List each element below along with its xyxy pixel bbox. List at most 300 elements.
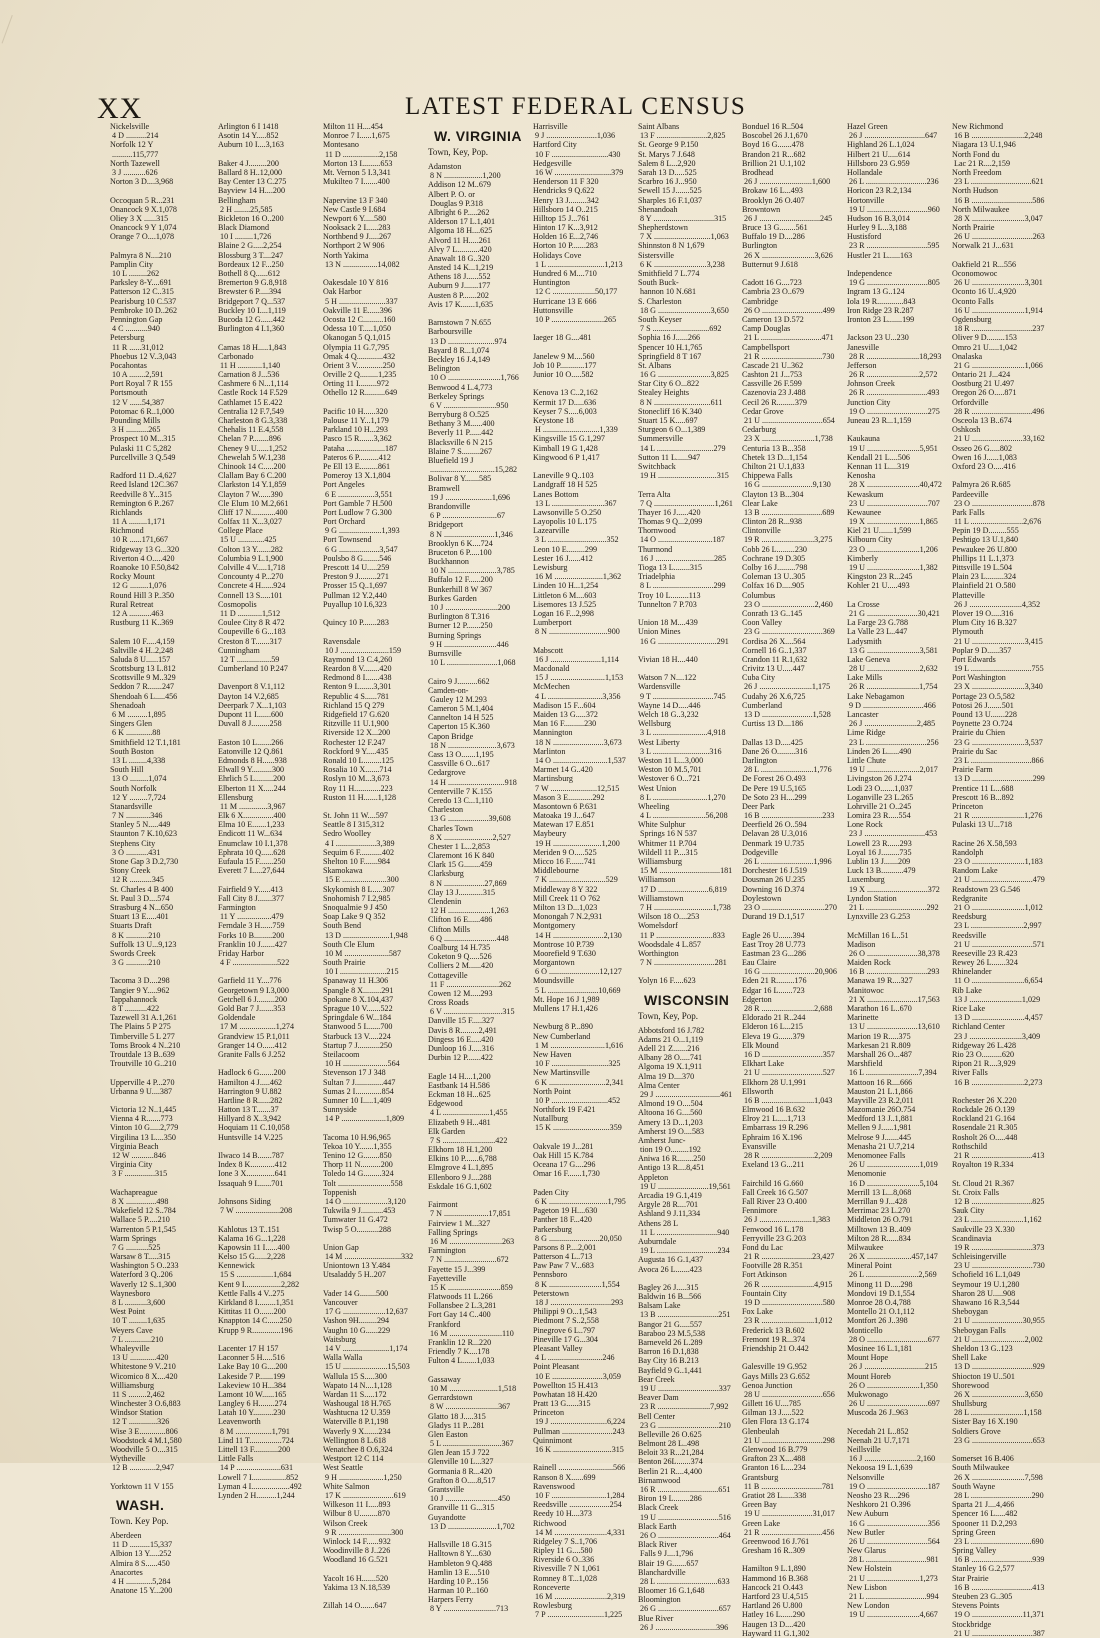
census-entry: Stealey Heights: [638, 388, 690, 398]
census-entry: Charles Town: [428, 823, 473, 833]
census-entry: Stevenson 17 J 348: [323, 1068, 386, 1078]
census-entry: Puyallup 10 I.6,323: [323, 599, 387, 609]
census-entry: Clark 15 G........459: [428, 860, 493, 870]
census-entry: Follansbee 2 L.3,281: [428, 1301, 497, 1311]
census-entry: 26 X ..........................3,626: [742, 250, 833, 260]
census-entry: 21 U ..........................1,273: [847, 1573, 938, 1583]
census-entry: Avis 17 K.......1,635: [428, 299, 494, 309]
census-entry: 19 U ..........................1,382: [847, 563, 938, 572]
census-entry: 15 J ...........................1,153: [533, 673, 624, 683]
census-entry: 16 M ..........................263: [428, 1236, 515, 1246]
census-entry: New London: [847, 1601, 890, 1611]
census-entry: Eldorado 21 R..244: [742, 1013, 806, 1023]
census-entry: New Castle 9 I.684: [323, 204, 386, 214]
census-entry: [847, 425, 945, 434]
census-entry: 16 J ..........................2,160: [847, 1454, 936, 1464]
census-entry: Gassaway: [428, 1374, 461, 1384]
census-entry: Elkhart Lake: [742, 1059, 785, 1069]
census-entry: Stanardsville: [110, 801, 153, 811]
census-entry: 10 P ..........................265: [533, 314, 617, 324]
census-entry: Sister Bay 16 X.190: [952, 1417, 1018, 1427]
census-entry: Oliey 3 X ......315: [110, 213, 169, 223]
census-entry: Racine 26 X.58,593: [952, 838, 1017, 848]
census-entry: 11 S .........2,462: [110, 1389, 165, 1399]
census-entry: Burlington 8 T.316: [428, 612, 490, 622]
census-entry: Clear Lake: [742, 498, 778, 508]
census-entry: Hartland 26 U.800: [742, 1601, 803, 1611]
census-entry: Thornwood: [638, 526, 676, 536]
census-entry: Fort Atkinson: [742, 1270, 787, 1280]
census-entry: 23 G ..............................210: [638, 1420, 731, 1430]
census-entry: [533, 1013, 631, 1022]
census-entry: Falls 9 J....1,796: [638, 1549, 694, 1559]
census-entry: Henderson 11 F 320: [533, 177, 599, 187]
census-entry: 26 J ..............................396: [638, 1622, 729, 1632]
census-entry: 6 K .............88: [110, 728, 161, 738]
census-entry: North Fond du: [952, 149, 1000, 159]
census-entry: 5 H .......................337: [323, 296, 398, 306]
census-entry: Little Falls: [218, 1454, 254, 1464]
census-entry: Iola 19 R.............843: [847, 296, 916, 306]
census-entry: Womelsdorf: [638, 921, 678, 931]
census-entry: 16 G ..........................3,825: [638, 370, 729, 380]
census-entry: Danville 15 F.....327: [428, 1016, 495, 1026]
census-entry: 7 G ...........525: [110, 1242, 161, 1252]
census-entry: 16 G ..............................356: [847, 1518, 940, 1528]
census-entry: Bonduel 16 R..504: [742, 122, 804, 131]
census-entry: Frederick 13 B.602: [742, 1325, 805, 1335]
census-entry: Star Prairie: [952, 1573, 989, 1583]
census-entry: Parksley 8-Y....691: [110, 278, 172, 288]
census-entry: Bay City 16 B.213: [638, 1356, 699, 1366]
census-entry: Stockbridge: [952, 1619, 992, 1629]
census-entry: Glenbeulah: [742, 1426, 780, 1436]
census-entry: Ogdensburg: [952, 314, 992, 324]
census-entry: 16 M ........................1,362: [533, 572, 622, 582]
census-entry: Moorefield 9 T.630: [533, 948, 596, 958]
census-entry: Adamston: [428, 162, 462, 171]
census-entry: Summersville: [638, 434, 683, 444]
census-entry: College Place: [218, 526, 263, 536]
census-entry: Preston 9 J.........271: [323, 572, 389, 582]
census-entry: Pageton 19 H....630: [533, 1206, 598, 1216]
census-entry: Juneau 23 R...1,159: [847, 416, 912, 425]
census-entry: Linden 26 L......490: [847, 746, 912, 756]
census-entry: 23 O ..........................1,183: [952, 857, 1043, 866]
census-entry: 10 I .........1,726: [218, 232, 272, 242]
census-entry: Belmont 28 L..498: [638, 1439, 700, 1449]
census-entry: Ilwaco 14 B.......787: [218, 1151, 284, 1160]
corner-pencil-mark: [2, 15, 34, 51]
census-entry: Toms Brook 4 N..210: [110, 1040, 181, 1050]
census-entry: Warm Springs: [110, 1233, 157, 1243]
census-entry: Dousman 26 U.235: [742, 875, 806, 885]
census-entry: Cedarburg: [742, 425, 777, 435]
census-entry: Sistersville: [638, 250, 674, 260]
census-entry: Lake Nebagamon: [847, 691, 905, 701]
census-entry: Lowell 7 I.................852: [218, 1472, 299, 1482]
census-entry: Wardensville: [638, 682, 681, 692]
census-entry: Bremerton 9 G.8,918: [218, 278, 287, 288]
census-entry: Morgantown: [533, 958, 575, 968]
census-entry: Hancock 21 O.443: [742, 1582, 803, 1592]
census-entry: Osseo 26 G.....802: [952, 443, 1013, 453]
census-entry: [110, 967, 208, 976]
census-entry: Mauston 21 L.1,866: [847, 1086, 913, 1096]
census-entry: 6 K ..........................3,238: [638, 259, 725, 269]
census-entry: Hoquiam 11 C.10,058: [218, 1123, 290, 1133]
census-entry: Clendenin: [428, 897, 462, 906]
census-entry: Waterville 8 P.1,198: [323, 1417, 389, 1427]
census-entry: Darlington: [742, 755, 778, 765]
census-entry: Bruce 13 G........561: [742, 223, 808, 233]
census-entry: Remington 6 P..267: [110, 498, 174, 508]
census-entry: [323, 1280, 421, 1289]
census-entry: [110, 1473, 208, 1482]
census-entry: Muscoda 26 J..963: [847, 1408, 909, 1418]
census-entry: Ferndale 3 H......759: [218, 921, 285, 931]
census-entry: Reedy 10 H....373: [533, 1509, 592, 1519]
census-entry: Cambria 23 O..679: [742, 287, 805, 297]
census-entry: Rosholt 26 O.....448: [952, 1132, 1018, 1142]
census-entry: Halltown 8 Y....630: [428, 1549, 491, 1559]
census-entry: Neshkoro 21 O.396: [847, 1500, 911, 1510]
census-entry: Colton 13 Y.......282: [218, 544, 283, 554]
census-entry: Plover 19 O.....316: [952, 608, 1014, 618]
census-entry: Rainell ...........................566: [533, 1463, 626, 1473]
census-entry: 8 X ........................2,527: [428, 832, 511, 842]
census-entry: New Haven: [533, 1049, 572, 1059]
census-entry: Prosser 15 Q..1,697: [323, 581, 388, 591]
census-entry: Williamson: [638, 875, 676, 885]
census-entry: Layopolis 10 L.175: [533, 517, 597, 527]
census-entry: Crandon 11 R.1,632: [742, 654, 808, 664]
census-entry: 14 O ...........................1,537: [533, 755, 626, 765]
census-entry: Auburn 9 J.......177: [428, 281, 491, 291]
census-entry: 8 K ...........210: [110, 930, 161, 940]
census-entry: [533, 1179, 631, 1188]
census-entry: Prairie Farm: [952, 765, 993, 775]
census-entry: 5 L .........................10,669: [533, 985, 621, 995]
census-entry: Knappton 14 C......250: [218, 1316, 292, 1326]
census-entry: Redmond 8 I.......438: [323, 673, 392, 683]
census-entry: Landgraff 18 H 525: [533, 480, 598, 490]
census-entry: Spangle 8 X.........291: [323, 985, 394, 995]
census-entry: [533, 343, 631, 352]
census-entry: 26 U ..............................697: [847, 1399, 940, 1409]
census-entry: 3 L .............................352: [533, 535, 619, 545]
census-entry: Cliff 17 N............400: [218, 507, 288, 517]
census-entry: [952, 251, 1050, 260]
census-entry: Markesan 21 R.809: [847, 1040, 911, 1050]
census-entry: 26 O .........................38,378: [847, 948, 940, 958]
census-entry: Portage 23 O.5,582: [952, 691, 1015, 701]
census-entry: Port Royal 7 R 155: [110, 379, 173, 389]
census-entry: Port Gamble 7 H.500: [323, 498, 393, 508]
census-entry: Oregon 26 O.....871: [952, 388, 1017, 398]
census-entry: Fayetteville: [428, 1273, 467, 1283]
census-entry: Pewaukee 26 U.800: [952, 544, 1017, 554]
census-entry: 21 R .........................23,427: [742, 1252, 835, 1262]
census-entry: Deerpark 7 X...1,103: [218, 700, 287, 710]
census-entry: Shawano 16 R.3,544: [952, 1298, 1020, 1307]
census-entry: Albion 13 Y.....252: [110, 1549, 172, 1559]
census-entry: 6 E ..................3,551: [323, 489, 393, 499]
census-entry: Albany 28 O.....741: [638, 1053, 703, 1063]
census-entry: Scandinavia: [952, 1233, 992, 1243]
census-entry: Tangier 9 Y.....962: [110, 985, 170, 995]
census-entry: Eagle 14 H....1,200: [428, 1071, 491, 1081]
census-entry: Waynesboro: [110, 1288, 151, 1298]
census-entry: Oconomowoc: [952, 269, 998, 278]
census-entry: Buckley 10 I....1,119: [218, 305, 286, 315]
census-entry: Amherst 19 O....583: [638, 1126, 705, 1136]
census-entry: 12 G .........1,076: [110, 581, 167, 591]
census-entry: 16 W ............................379: [533, 167, 624, 177]
census-entry: Ontario 21 J...424: [952, 370, 1011, 380]
census-entry: Reardon 8 V........420: [323, 664, 392, 674]
census-entry: Glen Easton: [428, 1429, 468, 1439]
census-entry: Eckman 18 H...625: [428, 1089, 491, 1099]
census-entry: 7 W .......................12,515: [533, 783, 620, 793]
census-entry: 19 G ..............................805: [847, 278, 940, 288]
census-entry: [323, 627, 421, 636]
census-entry: 11 D ..........15,337: [110, 1540, 173, 1550]
census-entry: Elwall 9 Y..........300: [218, 765, 285, 775]
census-entry: 28 L ..........................1,158: [952, 1408, 1042, 1418]
census-entry: 15 E ......................300: [323, 875, 399, 885]
census-entry: Randolph: [952, 847, 984, 857]
census-entry: 28 L ..............................633: [638, 1576, 730, 1586]
census-entry: 13 D .......................1,948: [323, 930, 408, 940]
census-entry: Lynxville 23 G.253: [847, 912, 911, 922]
census-entry: Mount Hope: [847, 1353, 889, 1363]
census-entry: Troy 10 L.........113: [638, 590, 701, 600]
census-entry: Krupp 9 R..............196: [218, 1325, 293, 1335]
census-entry: Shenadoah: [110, 700, 146, 710]
census-entry: 26 J ..........................4,352: [952, 599, 1041, 609]
census-entry: 11 D ..................2,158: [323, 149, 398, 159]
state-section: [110, 1497, 208, 1527]
census-entry: Dallas 13 D.....425: [742, 737, 803, 747]
census-entry: Loyal 16 J.........735: [847, 847, 912, 857]
census-entry: Marmet 14 G..420: [533, 765, 593, 775]
census-entry: Middleton 26 O.791: [847, 1215, 913, 1225]
census-entry: Beloit 33 R...21,284: [638, 1448, 704, 1458]
census-column-5: [533, 122, 631, 1620]
census-entry: Laneville 9 Q..103: [533, 471, 594, 481]
census-entry: Adams 21 O...1,119: [638, 1034, 703, 1044]
census-entry: Palmyra 8 N....210: [110, 250, 172, 260]
census-entry: 16 B ..........................1,043: [742, 1095, 833, 1105]
census-entry: Woodinville 8 J..226: [323, 1546, 391, 1556]
census-entry: 21 L ..............................994: [847, 1592, 939, 1601]
census-entry: Orting 11 I.........972: [323, 379, 390, 389]
census-entry: Cowen 12 M.....293: [428, 988, 493, 998]
census-entry: Deer Park: [742, 801, 775, 811]
census-entry: Kenova 13 C..2,162: [533, 388, 598, 398]
census-entry: [323, 269, 421, 278]
census-entry: Troutdale 13 B..639: [110, 1049, 175, 1059]
census-entry: 13 B ..............................251: [638, 1310, 731, 1320]
census-entry: Worthington: [638, 948, 679, 958]
census-entry: Hustisford: [847, 232, 882, 242]
census-entry: [742, 269, 840, 278]
census-entry: Ridgeway 13 G...320: [110, 544, 180, 554]
census-entry: Menasha 21 U.7,214: [847, 1141, 915, 1151]
census-entry: Saukville 23 X.330: [952, 1224, 1015, 1234]
census-entry: Princeton: [952, 801, 984, 811]
census-entry: Gladys 11 P...281: [428, 1420, 485, 1430]
census-entry: Owen 16 J......1,083: [952, 452, 1017, 462]
census-entry: New Butler: [847, 1527, 885, 1537]
census-entry: Oakvale 19 J...281: [533, 1141, 594, 1151]
census-entry: Switchback: [638, 461, 676, 471]
census-entry: Oxford 23 O.....416: [952, 461, 1016, 471]
census-entry: Duvall 8 J.........258: [218, 719, 282, 729]
census-entry: Eau Claire: [742, 958, 777, 968]
census-entry: Reeseville 23 R.423: [952, 948, 1018, 958]
census-entry: [218, 1215, 316, 1224]
census-entry: 26 J ..............................245: [742, 213, 833, 223]
census-entry: Sunnyside: [323, 1105, 357, 1115]
census-entry: Parsons 8 P....2,001: [533, 1242, 597, 1252]
census-entry: Harpers Ferry: [428, 1595, 474, 1605]
census-entry: Appleton: [638, 1172, 669, 1182]
census-entry: Martinsburg: [533, 774, 573, 784]
census-entry: Goldendale: [218, 1013, 256, 1023]
census-entry: Lyndon Station: [847, 893, 897, 903]
census-entry: Lake Bay 10 G....200: [218, 1362, 288, 1372]
census-entry: Lawsonville 5 O.250: [533, 507, 602, 517]
census-entry: Claremont 16 K 840: [428, 851, 495, 861]
census-entry: Vashon 9H.........294: [323, 1316, 390, 1326]
census-entry: Cochrane 19 D.305: [742, 553, 806, 563]
census-entry: 23 O ..............................878: [952, 498, 1045, 508]
census-column-3: [323, 122, 421, 1611]
census-entry: Peterstown: [533, 1288, 569, 1298]
census-entry: Wilson Creek: [323, 1518, 368, 1528]
census-entry: Pacific 10 H......320: [323, 406, 388, 416]
census-entry: 7 N ..............................281: [638, 958, 727, 968]
census-entry: Plymouth: [952, 627, 984, 637]
census-entry: Niagara 13 U.1,946: [952, 140, 1016, 150]
census-entry: Sheboygan: [952, 1307, 988, 1317]
census-entry: Starbuck 13 V.....224: [323, 1031, 391, 1041]
census-entry: 15 U ......................15,503: [323, 1362, 410, 1372]
census-entry: Schleisingerville: [952, 1252, 1007, 1262]
census-entry: Sedro Woolley: [323, 829, 371, 839]
census-entry: 19 U ..........................4,667: [847, 1610, 938, 1620]
census-entry: Guyandotte: [428, 1512, 466, 1522]
census-entry: Dingess 16 E.....420: [428, 1034, 494, 1044]
census-entry: Berkeley Springs: [428, 391, 484, 401]
census-entry: New Lisbon: [847, 1582, 887, 1592]
census-entry: Ironton 23 L.......199: [847, 314, 915, 324]
census-entry: Weyers Cave: [110, 1325, 153, 1335]
census-entry: 3 O ...........431: [110, 847, 161, 857]
census-entry: Burner 12 P.......250: [428, 621, 493, 631]
key-header: Town, Key, Pop.: [638, 1010, 699, 1021]
census-entry: Medford 13 J..1,881: [847, 1114, 913, 1124]
census-entry: Spring Green: [952, 1527, 996, 1537]
census-entry: Wallula 15 S.....300: [323, 1371, 387, 1381]
census-entry: Mill Creek 11 O 762: [533, 893, 601, 903]
census-entry: Clarkston 14 Y.1,859: [218, 480, 287, 490]
census-entry: Browntown: [742, 204, 781, 214]
census-entry: Skykomish 8 L.....307: [323, 884, 395, 894]
census-entry: Pearisburg 10 C.537: [110, 296, 177, 306]
census-entry: Roanoke 10 F.50,842: [110, 563, 180, 572]
census-entry: St. Charles 4 B 400: [110, 884, 174, 894]
census-entry: Stuart 15 K.....697: [638, 416, 698, 425]
census-entry: 18 N .........................3,673: [533, 737, 622, 747]
census-entry: Wytheville: [110, 1454, 146, 1464]
census-entry: 16 G .............................291: [638, 636, 729, 646]
census-entry: Bangor 21 G.....557: [638, 1319, 703, 1329]
census-entry: Spooner 11 D.2,293: [952, 1518, 1017, 1528]
census-entry: [638, 967, 736, 976]
census-entry: Prescott 14 U.....259: [323, 563, 390, 572]
census-entry: 3 L ...........................4,918: [638, 728, 726, 738]
census-entry: Green Lake: [742, 1518, 780, 1528]
census-entry: Thorp 11 N..........200: [323, 1160, 393, 1170]
census-entry: 10 J ........................159: [323, 645, 402, 655]
census-entry: Glenwood 16 B.779: [742, 1445, 808, 1454]
census-entry: La Valle 23 L..447: [847, 627, 908, 637]
census-entry: Lind 11 T................724: [218, 1435, 294, 1445]
census-entry: 19 D ..............................580: [742, 1298, 835, 1307]
census-entry: Eatonville 12 Q.861: [218, 746, 284, 756]
census-entry: Edmonds 8 H......938: [218, 755, 287, 765]
census-entry: Clayton 13 B...304: [742, 489, 804, 499]
census-entry: Timberville 5 L 277: [110, 1031, 175, 1041]
census-entry: Springdale 6 W...184: [323, 1013, 392, 1023]
census-entry: Lynden 2 H..........1,244: [218, 1490, 295, 1500]
census-entry: Portsmouth: [110, 388, 148, 398]
census-entry: Janesville: [847, 342, 879, 352]
census-entry: 13 L ..........................367: [533, 498, 617, 508]
census-entry: Vivian 18 H....440: [638, 654, 698, 664]
census-entry: Alvy 7 L...........420: [428, 244, 492, 254]
census-entry: Northport 2 W 906: [323, 241, 385, 251]
census-entry: Dorchester 16 J.519: [742, 866, 807, 876]
census-entry: Mosinee 16 L.1,181: [847, 1343, 913, 1353]
census-entry: Buckhannon: [428, 557, 469, 567]
census-entry: 21 U ..............................571: [952, 939, 1045, 949]
census-entry: Washtucna 12 U.359: [323, 1408, 391, 1418]
census-entry: Brillion 21 U.1,102: [742, 158, 806, 168]
census-entry: Manawa 19 R....327: [847, 976, 913, 986]
census-entry: 23 U ..............................707: [847, 498, 940, 508]
census-entry: 5 L .............................367: [428, 1439, 514, 1449]
census-entry: Fairview 1 M...327: [428, 1218, 491, 1228]
census-entry: Castle Rock 14 F.529: [218, 388, 288, 398]
census-entry: Everett 7 I.....27,644: [218, 866, 285, 876]
census-entry: Rochester 26 X.220: [952, 1095, 1017, 1105]
census-entry: Bloomington: [638, 1595, 681, 1605]
census-entry: Riverside 6 O..336: [533, 1555, 595, 1565]
census-entry: Radford 11 D..4,627: [110, 471, 177, 481]
census-entry: West Union: [638, 783, 677, 793]
census-entry: Hurley 9 L...3,188: [847, 223, 907, 233]
census-entry: [742, 728, 840, 737]
census-entry: 21 U ..........................3,415: [952, 636, 1043, 646]
census-entry: Troutville 10 G..210: [110, 1059, 177, 1069]
census-entry: Chippewa Falls: [742, 471, 793, 481]
census-entry: 9 H ..........................446: [428, 639, 509, 649]
census-entry: 8 G .........................20,050: [533, 1233, 622, 1243]
